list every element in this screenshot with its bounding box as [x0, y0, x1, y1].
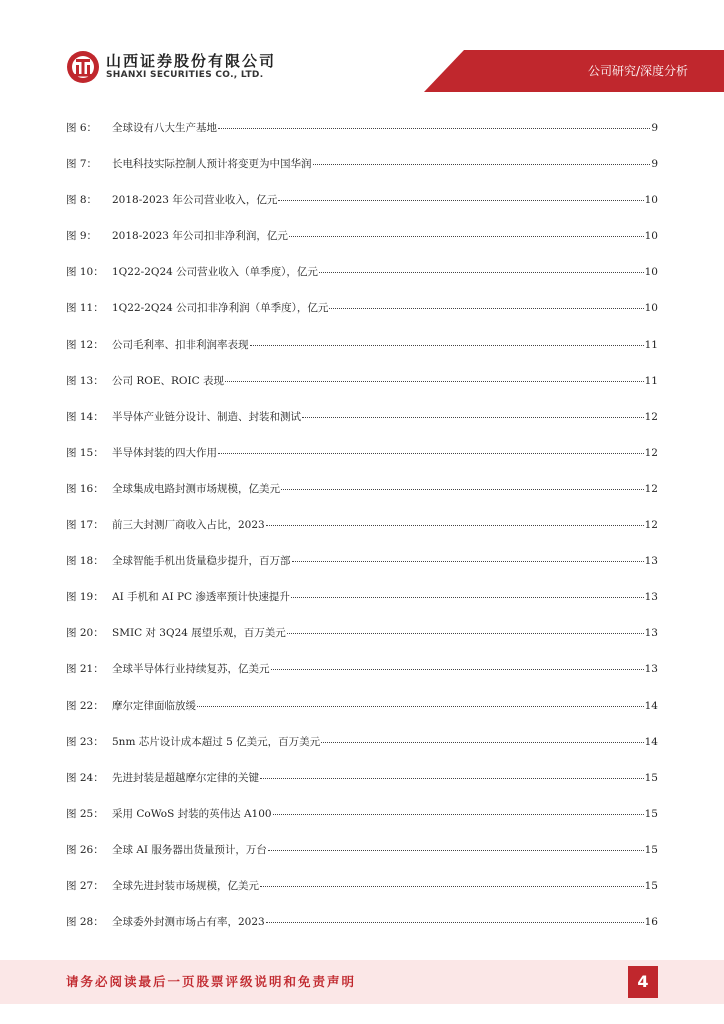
- toc-figure-title: 全球设有八大生产基地: [112, 122, 217, 134]
- toc-figure-number: 图 17：: [66, 519, 104, 532]
- toc-figure-title: 前三大封测厂商收入占比，2023: [112, 519, 265, 532]
- toc-figure-number: 图 16：: [66, 482, 104, 495]
- toc-leader-dots: [321, 731, 644, 743]
- toc-entry[interactable]: [66, 840, 658, 876]
- toc-leader-dots: [292, 550, 644, 562]
- toc-figure-title: SMIC 对 3Q24 展望乐观，百万美元: [112, 627, 286, 640]
- toc-figure-number: 图 10：: [66, 266, 104, 279]
- toc-leader-dots: [313, 153, 651, 165]
- toc-entry[interactable]: [66, 768, 658, 804]
- toc-entry[interactable]: [66, 876, 658, 912]
- toc-page-number: 15: [644, 843, 658, 856]
- toc-figure-title: 全球智能手机出货量稳步提升，百万部: [112, 555, 291, 568]
- toc-entry[interactable]: [66, 732, 658, 768]
- toc-figure-title: 2018-2023 年公司营业收入，亿元: [112, 194, 278, 207]
- toc-figure-number: 图 11：: [66, 302, 104, 315]
- toc-leader-dots: [197, 695, 644, 707]
- toc-leader-dots: [281, 478, 644, 490]
- toc-figure-title: 全球半导体行业持续复苏，亿美元: [112, 663, 270, 676]
- toc-page-number: 13: [644, 555, 658, 568]
- toc-figure-number: 图 23：: [66, 735, 104, 748]
- toc-figure-number: 图 21：: [66, 663, 104, 676]
- toc-entry[interactable]: [66, 443, 658, 479]
- toc-leader-dots: [287, 622, 644, 634]
- toc-page-number: 15: [644, 807, 658, 820]
- toc-figure-title: 全球 AI 服务器出货量预计，万台: [112, 843, 267, 856]
- toc-entry[interactable]: [66, 804, 658, 840]
- toc-figure-number: 图 8：: [66, 194, 98, 207]
- toc-figure-number: 图 24：: [66, 771, 104, 784]
- toc-leader-dots: [266, 514, 644, 526]
- toc-figure-title: 全球集成电路封测市场规模，亿美元: [112, 482, 280, 495]
- toc-figure-number: 图 26：: [66, 843, 104, 856]
- figure-list: [66, 118, 658, 948]
- toc-page-number: 10: [644, 266, 658, 279]
- toc-page-number: 10: [644, 230, 658, 243]
- toc-figure-title: 1Q22-2Q24 公司扣非净利润（单季度），亿元: [112, 302, 329, 315]
- toc-entry[interactable]: [66, 262, 658, 298]
- toc-leader-dots: [319, 261, 644, 273]
- toc-figure-number: 图 13：: [66, 374, 104, 387]
- toc-entry[interactable]: [66, 118, 658, 154]
- toc-figure-title: 5nm 芯片设计成本超过 5 亿美元，百万美元: [112, 735, 321, 748]
- toc-figure-title: 先进封装是超越摩尔定律的关键: [112, 771, 259, 784]
- toc-entry[interactable]: [66, 479, 658, 515]
- toc-page-number: 11: [644, 338, 658, 351]
- toc-page-number: 12: [644, 519, 658, 532]
- toc-leader-dots: [302, 406, 644, 418]
- company-logo-icon: [66, 50, 100, 84]
- section-label: 公司研究/深度分析: [587, 64, 688, 78]
- toc-leader-dots: [218, 117, 650, 129]
- toc-page-number: 13: [644, 663, 658, 676]
- toc-figure-number: 图 20：: [66, 627, 104, 640]
- toc-entry[interactable]: [66, 154, 658, 190]
- toc-page-number: 12: [644, 482, 658, 495]
- toc-figure-number: 图 27：: [66, 879, 104, 892]
- toc-figure-title: 采用 CoWoS 封装的英伟达 A100: [112, 807, 272, 820]
- toc-leader-dots: [218, 442, 644, 454]
- toc-figure-title: 公司 ROE、ROIC 表现: [112, 374, 225, 387]
- toc-figure-number: 图 28：: [66, 916, 104, 929]
- toc-entry[interactable]: [66, 587, 658, 623]
- toc-entry[interactable]: [66, 551, 658, 587]
- toc-page-number: 15: [644, 771, 658, 784]
- toc-entry[interactable]: [66, 226, 658, 262]
- page-header: [0, 0, 724, 100]
- toc-page-number: 9: [651, 122, 658, 134]
- toc-entry[interactable]: [66, 371, 658, 407]
- toc-entry[interactable]: [66, 696, 658, 732]
- toc-page-number: 13: [644, 591, 658, 604]
- toc-figure-number: 图 22：: [66, 699, 104, 712]
- toc-entry[interactable]: [66, 190, 658, 226]
- toc-figure-number: 图 7：: [66, 158, 98, 171]
- toc-figure-title: 公司毛利率、扣非利润率表现: [112, 338, 249, 351]
- toc-figure-number: 图 9：: [66, 230, 98, 243]
- toc-figure-title: 长电科技实际控制人预计将变更为中国华润: [112, 158, 312, 171]
- toc-leader-dots: [260, 875, 644, 887]
- toc-page-number: 9: [651, 158, 658, 171]
- disclaimer-text: 请务必阅读最后一页股票评级说明和免责声明: [66, 974, 357, 989]
- company-name-en: SHANXI SECURITIES CO., LTD.: [106, 70, 264, 80]
- toc-figure-number: 图 18：: [66, 555, 104, 568]
- toc-figure-number: 图 19：: [66, 591, 104, 604]
- toc-page-number: 10: [644, 194, 658, 207]
- toc-page-number: 13: [644, 627, 658, 640]
- toc-leader-dots: [329, 297, 643, 309]
- page-number: 4: [628, 966, 658, 998]
- toc-entry[interactable]: [66, 659, 658, 695]
- toc-entry[interactable]: [66, 298, 658, 334]
- toc-entry[interactable]: [66, 407, 658, 443]
- toc-page-number: 10: [644, 302, 658, 315]
- toc-figure-number: 图 14：: [66, 410, 104, 423]
- toc-page-number: 14: [644, 699, 658, 712]
- toc-figure-title: 摩尔定律面临放缓: [112, 699, 196, 712]
- toc-entry[interactable]: [66, 623, 658, 659]
- toc-figure-title: 半导体封装的四大作用: [112, 446, 217, 459]
- toc-figure-number: 图 6：: [66, 122, 98, 134]
- toc-figure-title: 2018-2023 年公司扣非净利润，亿元: [112, 230, 288, 243]
- toc-figure-number: 图 25：: [66, 807, 104, 820]
- toc-page-number: 16: [644, 916, 658, 929]
- toc-leader-dots: [260, 767, 644, 779]
- toc-leader-dots: [250, 334, 644, 346]
- toc-figure-title: 1Q22-2Q24 公司营业收入（单季度），亿元: [112, 266, 318, 279]
- toc-leader-dots: [278, 189, 643, 201]
- toc-leader-dots: [291, 586, 644, 598]
- toc-figure-number: 图 15：: [66, 446, 104, 459]
- toc-leader-dots: [289, 225, 644, 237]
- toc-figure-title: 半导体产业链分设计、制造、封装和测试: [112, 410, 301, 423]
- toc-leader-dots: [225, 370, 644, 382]
- toc-figure-number: 图 12：: [66, 338, 104, 351]
- toc-leader-dots: [268, 839, 644, 851]
- toc-entry[interactable]: [66, 335, 658, 371]
- toc-page-number: 14: [644, 735, 658, 748]
- toc-page-number: 11: [644, 374, 658, 387]
- page-footer: [0, 960, 724, 1004]
- toc-page-number: 15: [644, 879, 658, 892]
- toc-figure-title: 全球先进封装市场规模，亿美元: [112, 879, 259, 892]
- toc-figure-title: 全球委外封测市场占有率，2023: [112, 916, 265, 929]
- toc-page-number: 12: [644, 446, 658, 459]
- toc-leader-dots: [266, 911, 644, 923]
- company-name-cn: 山西证券股份有限公司: [106, 52, 277, 70]
- toc-entry[interactable]: [66, 912, 658, 948]
- toc-entry[interactable]: [66, 515, 658, 551]
- toc-leader-dots: [273, 803, 644, 815]
- toc-leader-dots: [271, 658, 644, 670]
- toc-page-number: 12: [644, 410, 658, 423]
- toc-figure-title: AI 手机和 AI PC 渗透率预计快速提升: [112, 591, 290, 604]
